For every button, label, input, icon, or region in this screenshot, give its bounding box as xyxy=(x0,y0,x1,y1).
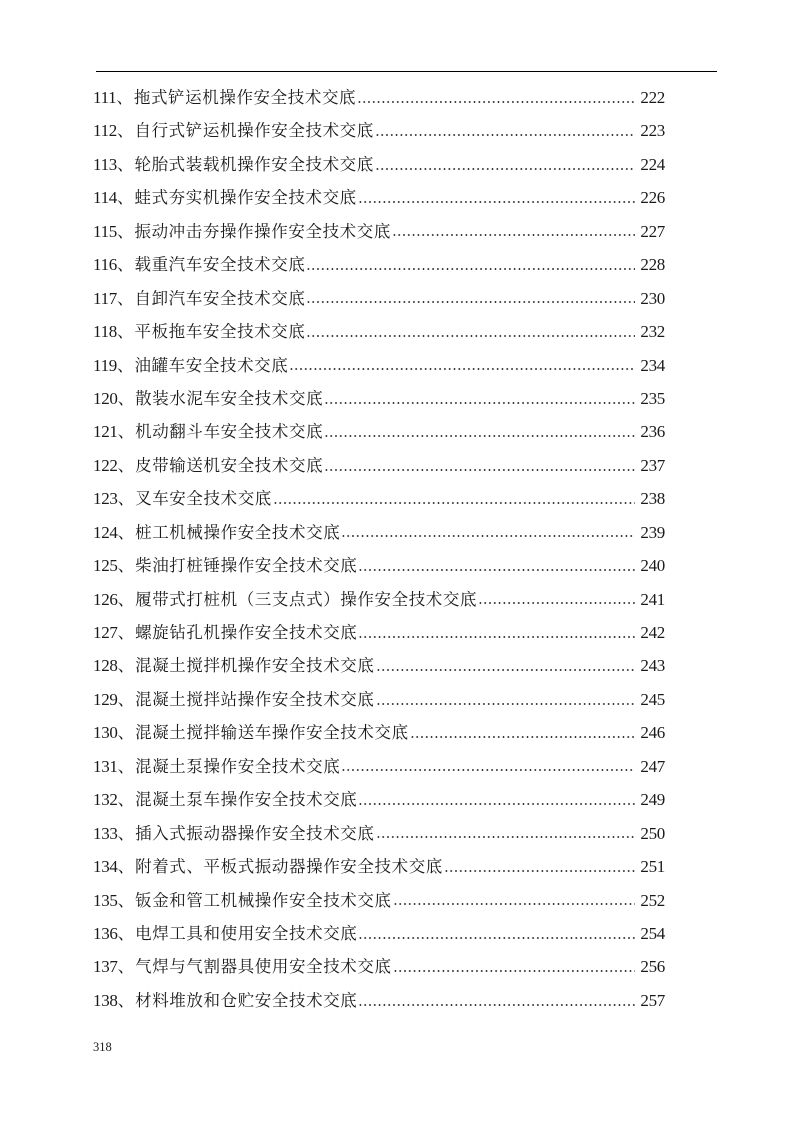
toc-entry-title: 柴油打桩锤操作安全技术交底 xyxy=(135,556,358,576)
toc-entry-number: 134 xyxy=(93,857,118,877)
toc-entry-title: 插入式振动器操作安全技术交底 xyxy=(135,823,375,843)
toc-entry-separator: 、 xyxy=(117,623,135,642)
toc-entry[interactable] xyxy=(93,651,665,684)
toc-entry-number: 120 xyxy=(93,388,118,408)
toc-entry-title: 自卸汽车安全技术交底 xyxy=(134,288,306,308)
toc-entry[interactable] xyxy=(93,752,665,785)
toc-entry-title: 螺旋钻孔机操作安全技术交底 xyxy=(135,623,358,642)
toc-entry-title: 履带式打桩机（三支点式）操作安全技术交底 xyxy=(135,589,478,609)
toc-dot-leader xyxy=(375,161,635,175)
toc-dot-leader xyxy=(393,896,635,910)
toc-entry-number: 127 xyxy=(93,623,118,642)
toc-entry-number: 133 xyxy=(93,823,118,843)
toc-entry-page: 230 xyxy=(640,288,665,308)
toc-entry[interactable] xyxy=(93,585,665,618)
toc-entry-separator: 、 xyxy=(117,689,135,709)
toc-entry-page: 246 xyxy=(640,723,665,743)
toc-entry-title: 皮带输送机安全技术交底 xyxy=(135,455,324,475)
toc-entry-title: 振动冲击夯操作操作安全技术交底 xyxy=(134,221,391,241)
toc-dot-leader xyxy=(324,462,635,476)
toc-entry-title: 混凝土搅拌输送车操作安全技术交底 xyxy=(135,723,409,743)
toc-entry-page: 239 xyxy=(640,522,665,542)
toc-entry-page: 240 xyxy=(640,556,665,576)
toc-entry-separator: 、 xyxy=(116,121,134,141)
toc-entry[interactable] xyxy=(93,150,665,183)
toc-entry[interactable] xyxy=(93,484,665,517)
toc-dot-leader xyxy=(289,361,635,375)
toc-dot-leader xyxy=(358,562,635,576)
toc-entry-separator: 、 xyxy=(117,388,135,408)
toc-entry-separator: 、 xyxy=(116,188,134,208)
toc-entry-title: 蛙式夯实机操作安全技术交底 xyxy=(134,188,357,208)
toc-entry[interactable] xyxy=(93,819,665,852)
toc-entry-title: 油罐车安全技术交底 xyxy=(134,355,289,375)
toc-entry-number: 114 xyxy=(93,188,117,208)
toc-entry-page: 252 xyxy=(640,890,665,910)
toc-entry-number: 118 xyxy=(93,322,117,342)
toc-entry-page: 257 xyxy=(640,990,665,1010)
toc-entry-number: 116 xyxy=(93,255,117,275)
toc-entry-separator: 、 xyxy=(117,723,135,743)
toc-entry[interactable] xyxy=(93,685,665,718)
toc-entry-page: 228 xyxy=(640,255,665,275)
toc-entry-number: 119 xyxy=(93,355,117,375)
toc-entry-separator: 、 xyxy=(116,255,134,275)
toc-dot-leader xyxy=(444,863,635,877)
toc-entry-number: 136 xyxy=(93,923,118,943)
toc-entry-number: 115 xyxy=(93,221,117,241)
toc-entry-page: 227 xyxy=(640,221,665,241)
toc-entry-number: 135 xyxy=(93,890,118,910)
toc-entry-title: 电焊工具和使用安全技术交底 xyxy=(135,923,358,943)
toc-entry-separator: 、 xyxy=(117,823,135,843)
toc-entry[interactable] xyxy=(93,351,665,384)
toc-entry-page: 222 xyxy=(640,88,665,107)
toc-entry-number: 121 xyxy=(93,422,118,442)
toc-dot-leader xyxy=(410,729,635,743)
toc-entry-number: 131 xyxy=(93,756,118,776)
toc-entry-number: 137 xyxy=(93,957,118,977)
toc-entry[interactable] xyxy=(93,384,665,417)
toc-entry[interactable] xyxy=(93,785,665,818)
toc-entry-separator: 、 xyxy=(117,990,135,1010)
toc-entry[interactable] xyxy=(93,284,665,317)
toc-entry-page: 234 xyxy=(640,355,665,375)
toc-dot-leader xyxy=(324,428,635,442)
toc-dot-leader xyxy=(358,629,635,643)
toc-entry-page: 232 xyxy=(640,322,665,342)
toc-entry-separator: 、 xyxy=(117,489,135,509)
toc-entry-page: 245 xyxy=(640,689,665,709)
toc-entry[interactable] xyxy=(93,451,665,484)
toc-entry-page: 254 xyxy=(640,923,665,943)
toc-dot-leader xyxy=(392,227,635,241)
toc-entry-page: 243 xyxy=(640,656,665,676)
toc-entry-separator: 、 xyxy=(117,455,135,475)
toc-entry[interactable] xyxy=(93,986,665,1019)
toc-dot-leader xyxy=(393,963,635,977)
toc-dot-leader xyxy=(358,930,635,944)
toc-entry[interactable] xyxy=(93,83,665,116)
toc-entry-number: 124 xyxy=(93,522,118,542)
toc-entry-separator: 、 xyxy=(116,322,134,342)
toc-entry-title: 混凝土搅拌站操作安全技术交底 xyxy=(135,689,375,709)
toc-entry-separator: 、 xyxy=(117,890,135,910)
toc-entry[interactable] xyxy=(93,183,665,216)
toc-entry-page: 237 xyxy=(640,455,665,475)
toc-entry-title: 气焊与气割器具使用安全技术交底 xyxy=(135,957,392,977)
header-rule xyxy=(96,71,717,72)
toc-entry-number: 112 xyxy=(93,121,117,141)
toc-entry[interactable] xyxy=(93,518,665,551)
toc-dot-leader xyxy=(306,294,635,308)
toc-entry-separator: 、 xyxy=(117,556,135,576)
toc-entry-number: 117 xyxy=(93,288,117,308)
toc-dot-leader xyxy=(478,595,635,609)
toc-entry-title: 混凝土泵车操作安全技术交底 xyxy=(135,790,358,810)
toc-dot-leader xyxy=(306,261,635,275)
toc-entry-page: 226 xyxy=(640,188,665,208)
toc-entry-number: 123 xyxy=(93,489,118,509)
toc-dot-leader xyxy=(341,528,635,542)
toc-entry[interactable] xyxy=(93,217,665,250)
toc-entry-title: 混凝土泵操作安全技术交底 xyxy=(135,756,341,776)
toc-entry-title: 载重汽车安全技术交底 xyxy=(134,255,306,275)
toc-entry-title: 附着式、平板式振动器操作安全技术交底 xyxy=(135,857,443,877)
toc-entry-separator: 、 xyxy=(117,589,135,609)
table-of-contents xyxy=(93,83,665,1019)
toc-entry-separator: 、 xyxy=(117,923,135,943)
toc-entry-page: 224 xyxy=(640,154,665,174)
toc-dot-leader xyxy=(376,829,635,843)
toc-entry-number: 138 xyxy=(93,990,118,1010)
toc-entry-page: 250 xyxy=(640,823,665,843)
toc-entry-title: 桩工机械操作安全技术交底 xyxy=(135,522,341,542)
toc-entry-separator: 、 xyxy=(117,756,135,776)
toc-entry-separator: 、 xyxy=(117,957,135,977)
toc-entry-title: 轮胎式装载机操作安全技术交底 xyxy=(134,154,374,174)
toc-entry-page: 251 xyxy=(640,857,665,877)
toc-dot-leader xyxy=(341,762,635,776)
toc-entry[interactable] xyxy=(93,919,665,952)
toc-dot-leader xyxy=(358,796,635,810)
toc-dot-leader xyxy=(358,194,635,208)
toc-entry-page: 256 xyxy=(640,957,665,977)
toc-entry[interactable] xyxy=(93,417,665,450)
toc-entry[interactable] xyxy=(93,886,665,919)
toc-entry-separator: 、 xyxy=(116,88,133,107)
toc-entry[interactable] xyxy=(93,618,665,651)
toc-entry-page: 247 xyxy=(640,756,665,776)
toc-entry-title: 平板拖车安全技术交底 xyxy=(134,322,306,342)
toc-entry-separator: 、 xyxy=(116,154,134,174)
toc-entry[interactable] xyxy=(93,952,665,985)
toc-entry-title: 拖式铲运机操作安全技术交底 xyxy=(133,88,357,107)
toc-entry-page: 242 xyxy=(640,623,665,642)
toc-entry-title: 散装水泥车安全技术交底 xyxy=(135,388,324,408)
toc-entry-title: 自行式铲运机操作安全技术交底 xyxy=(134,121,374,141)
toc-entry-title: 材料堆放和仓贮安全技术交底 xyxy=(135,990,358,1010)
toc-entry-number: 129 xyxy=(93,689,118,709)
toc-entry-number: 126 xyxy=(93,589,118,609)
toc-entry-separator: 、 xyxy=(117,656,135,676)
toc-entry-number: 113 xyxy=(93,154,117,174)
toc-entry-separator: 、 xyxy=(117,422,135,442)
toc-dot-leader xyxy=(375,127,635,141)
toc-entry[interactable] xyxy=(93,718,665,751)
toc-entry-page: 223 xyxy=(640,121,665,141)
toc-entry-title: 叉车安全技术交底 xyxy=(135,489,272,509)
toc-entry[interactable] xyxy=(93,250,665,283)
toc-entry[interactable] xyxy=(93,317,665,350)
toc-entry-page: 241 xyxy=(640,589,665,609)
toc-entry-separator: 、 xyxy=(116,221,134,241)
toc-entry[interactable] xyxy=(93,852,665,885)
toc-entry-title: 机动翻斗车安全技术交底 xyxy=(135,422,324,442)
toc-entry-title: 混凝土搅拌机操作安全技术交底 xyxy=(135,656,375,676)
toc-dot-leader xyxy=(273,495,635,509)
toc-entry-separator: 、 xyxy=(116,355,134,375)
toc-dot-leader xyxy=(376,696,635,710)
toc-entry-page: 238 xyxy=(640,489,665,509)
toc-entry-separator: 、 xyxy=(117,790,135,810)
toc-entry-separator: 、 xyxy=(116,288,134,308)
toc-entry-title: 钣金和管工机械操作安全技术交底 xyxy=(135,890,392,910)
toc-entry-number: 111 xyxy=(93,88,117,107)
toc-entry-number: 130 xyxy=(93,723,118,743)
toc-dot-leader xyxy=(358,997,635,1011)
toc-entry-number: 122 xyxy=(93,455,118,475)
toc-entry-separator: 、 xyxy=(117,857,135,877)
toc-dot-leader xyxy=(324,395,635,409)
toc-dot-leader xyxy=(376,662,635,676)
page-number: 318 xyxy=(93,1040,112,1054)
toc-entry-page: 236 xyxy=(640,422,665,442)
toc-dot-leader xyxy=(357,94,635,108)
toc-entry-separator: 、 xyxy=(117,522,135,542)
toc-entry-number: 132 xyxy=(93,790,118,810)
toc-entry-page: 249 xyxy=(640,790,665,810)
toc-entry-number: 125 xyxy=(93,556,118,576)
toc-entry-page: 235 xyxy=(640,388,665,408)
toc-entry-number: 128 xyxy=(93,656,118,676)
toc-dot-leader xyxy=(306,328,635,342)
toc-entry[interactable] xyxy=(93,551,665,584)
toc-entry[interactable] xyxy=(93,116,665,149)
